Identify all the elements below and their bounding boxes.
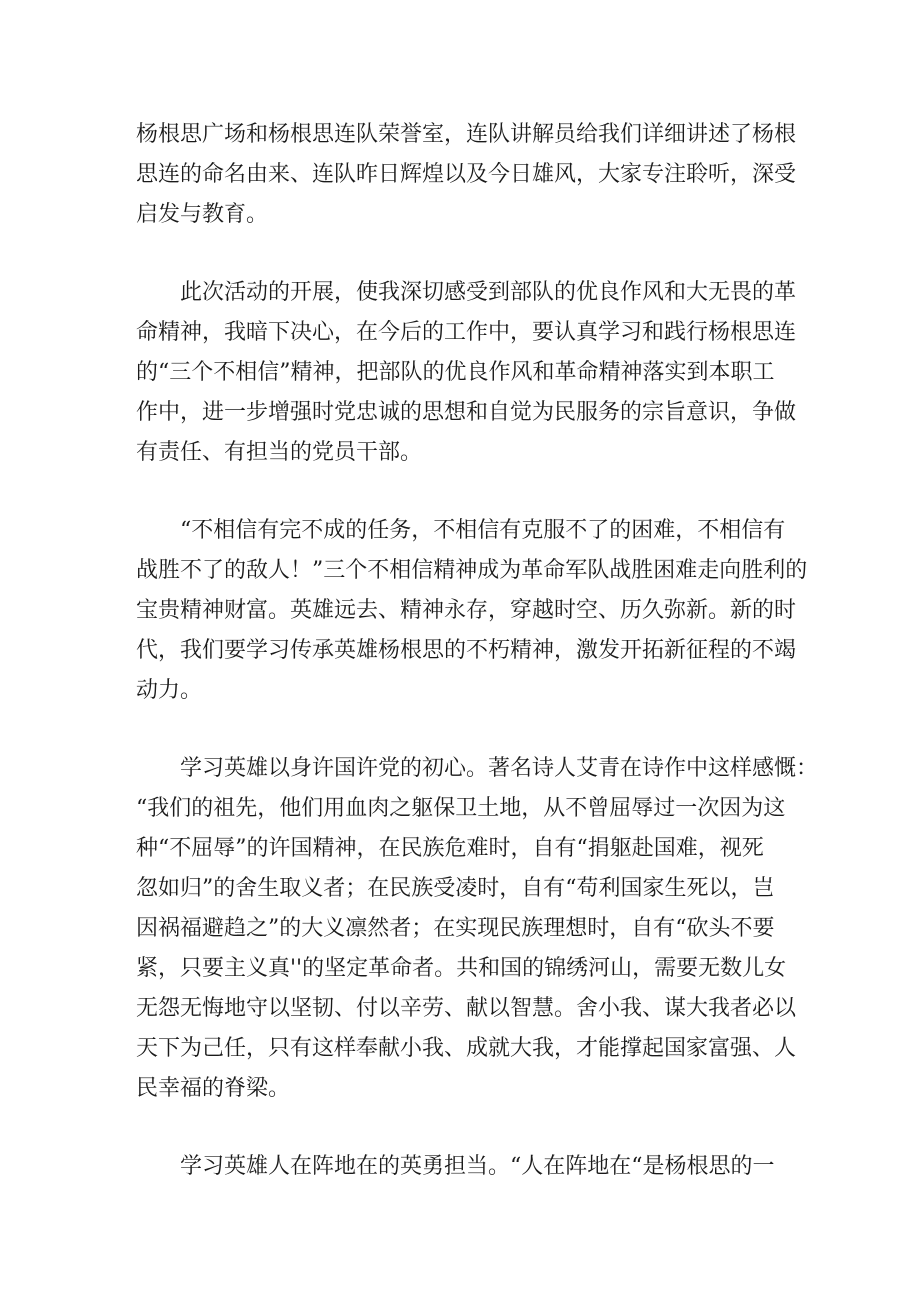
paragraph-2 [136,273,796,473]
text-line: 此次活动的开展，使我深切感受到部队的优良作风和大无畏的革 [136,280,797,305]
text-line: 战胜不了的敌人！”三个不相信精神成为革命军队战胜困难走向胜利的 [136,558,808,583]
text-line: 因祸福避趋之”的大义凛然者；在实现民族理想时，自有“砍头不要 [136,916,775,941]
document-body [136,115,819,1225]
text-line: 动力。 [136,678,203,703]
paragraph-1 [136,115,796,235]
text-line: 民幸福的脊梁。 [136,1076,291,1101]
text-line: 紧，只要主义真''的坚定革命者。共和国的锦绣河山，需要无数儿女 [136,956,787,981]
text-line: 的“三个不相信”精神，把部队的优良作风和革命精神落实到本职工 [136,360,775,385]
text-line: 学习英雄以身许国许党的初心。著名诗人艾青在诗作中这样感慨： [136,756,819,781]
text-line: 杨根思广场和杨根思连队荣誉室，连队讲解员给我们详细讲述了杨根 [136,122,797,147]
text-line: 有责任、有担当的党员干部。 [136,440,423,465]
paragraph-3 [136,511,808,711]
text-line: 宝贵精神财富。英雄远去、精神永存，穿越时空、历久弥新。新的时 [136,598,797,623]
text-line: 种“不屈辱”的许国精神，在民族危难时，自有“捐躯赴国难，视死 [136,836,764,861]
paragraph-4 [136,749,819,1109]
text-line: “我们的祖先，他们用血肉之躯保卫土地，从不曾屈辱过一次因为这 [136,796,786,821]
text-line: 无怨无悔地守以坚韧、付以辛劳、献以智慧。舍小我、谋大我者必以 [136,996,797,1021]
text-line: 忽如归”的舍生取义者；在民族受凌时，自有“苟利国家生死以，岂 [136,876,775,901]
text-line: 启发与教育。 [136,202,269,227]
text-line: 天下为己任，只有这样奉献小我、成就大我，才能撑起国家富强、人 [136,1036,797,1061]
text-line: 命精神，我暗下决心，在今后的工作中，要认真学习和践行杨根思连 [136,320,797,345]
text-line: 代，我们要学习传承英雄杨根思的不朽精神，激发开拓新征程的不竭 [136,638,797,663]
paragraph-5 [136,1147,796,1187]
text-line: 作中，进一步增强时党忠诚的思想和自觉为民服务的宗旨意识，争做 [136,400,797,425]
text-line: 学习英雄人在阵地在的英勇担当。“人在阵地在“是杨根思的一 [136,1154,775,1179]
text-line: “不相信有完不成的任务，不相信有克服不了的困难，不相信有 [136,518,786,543]
text-line: 思连的命名由来、连队昨日辉煌以及今日雄风，大家专注聆听，深受 [136,162,797,187]
